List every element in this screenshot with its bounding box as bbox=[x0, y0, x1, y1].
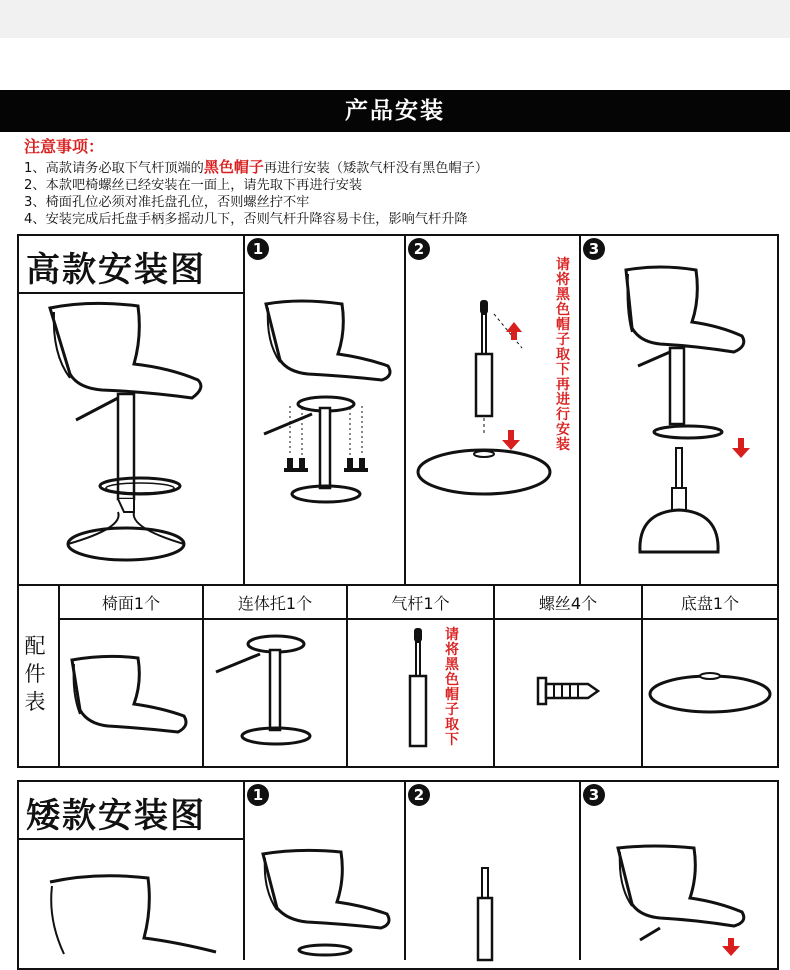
gas-lift-icon bbox=[400, 624, 440, 754]
final-assembly-step-icon bbox=[590, 262, 775, 562]
note-item: 2、本款吧椅螺丝已经安装在一面上，请先取下再进行安装 bbox=[24, 178, 363, 193]
seat-icon bbox=[66, 652, 196, 752]
high-section-title: 高款安装图 bbox=[26, 250, 206, 290]
arrow-down-icon bbox=[732, 438, 750, 458]
notes bbox=[24, 138, 784, 228]
divider bbox=[58, 618, 779, 620]
parts-side-label: 配件表 bbox=[24, 634, 46, 714]
note-item: 1、高款请务必取下气杆顶端的黑色帽子再进行安装（矮款气杆没有黑色帽子） bbox=[24, 158, 489, 176]
banner-title: 产品安装 bbox=[345, 98, 445, 124]
low-seat-step-icon bbox=[255, 846, 405, 956]
assembled-chair-icon bbox=[30, 296, 260, 586]
part-header-seat: 椅面1个 bbox=[101, 594, 161, 613]
step-2-badge: 2 bbox=[408, 238, 430, 260]
seat-and-tray-step-icon bbox=[250, 296, 405, 511]
note-item: 4、安装完成后托盘手柄多摇动几下，否则气杆升降容易卡住，影响气杆升降 bbox=[24, 212, 468, 227]
part-header-tray: 连体托1个 bbox=[237, 594, 313, 613]
tray-icon bbox=[210, 632, 340, 757]
low-step-2-badge: 2 bbox=[408, 784, 430, 806]
part-header-screws: 螺丝4个 bbox=[538, 594, 598, 613]
low-chair-icon bbox=[36, 868, 236, 958]
low-step-1-badge: 1 bbox=[247, 784, 269, 806]
low-final-step-icon bbox=[610, 842, 790, 962]
base-plate-icon bbox=[648, 664, 772, 724]
step-1-badge: 1 bbox=[247, 238, 269, 260]
divider bbox=[579, 780, 581, 960]
banner bbox=[0, 90, 790, 132]
part-header-gas-lift: 气杆1个 bbox=[391, 594, 450, 613]
gas-lift-cap-note: 请将黑色帽子取下 bbox=[445, 627, 459, 748]
notes-title: 注意事项： bbox=[24, 137, 105, 156]
arrow-down-icon bbox=[722, 938, 740, 956]
step-3-badge: 3 bbox=[583, 238, 605, 260]
divider bbox=[579, 234, 581, 586]
arrow-down-icon bbox=[502, 430, 520, 450]
low-section-title: 矮款安装图 bbox=[26, 796, 206, 836]
top-strip bbox=[0, 0, 790, 38]
part-header-base: 底盘1个 bbox=[680, 594, 740, 613]
gas-lift-base-step-icon bbox=[410, 296, 560, 506]
note-item: 3、椅面孔位必须对准托盘孔位，否则螺丝拧不牢 bbox=[24, 195, 310, 210]
screw-icon bbox=[534, 676, 604, 706]
remove-cap-note: 请将黑色帽子取下再进行安装 bbox=[556, 257, 570, 453]
low-step-3-badge: 3 bbox=[583, 784, 605, 806]
low-gas-lift-step-icon bbox=[466, 862, 506, 962]
arrow-up-icon bbox=[506, 322, 522, 340]
